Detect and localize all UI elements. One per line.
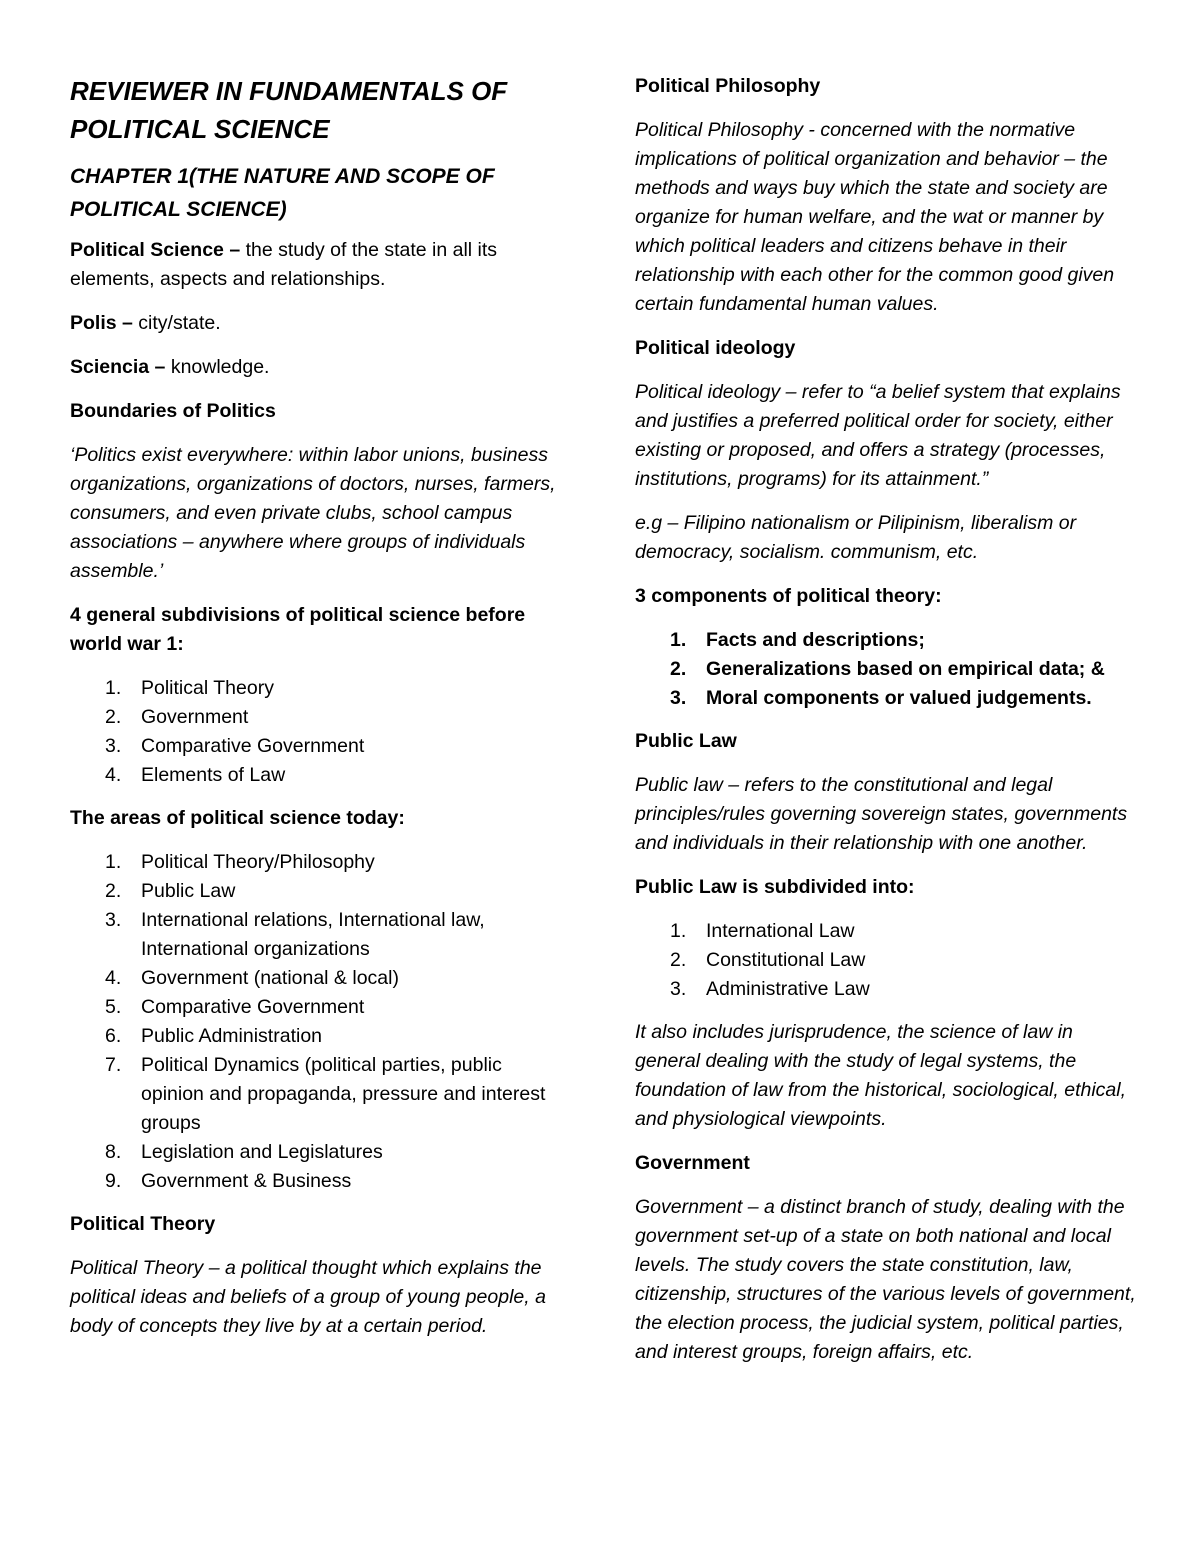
list-label: Legislation and Legislatures xyxy=(141,1141,383,1163)
list-item xyxy=(635,684,1140,713)
list-item xyxy=(70,1167,570,1196)
definition-sciencia xyxy=(70,353,570,382)
list-item xyxy=(70,1051,570,1138)
list-number: 2. xyxy=(670,949,687,971)
definition-political-science xyxy=(70,236,570,294)
list-number: 4. xyxy=(105,764,122,786)
list-item xyxy=(70,964,570,993)
list-item xyxy=(70,1022,570,1051)
list-number: 1. xyxy=(105,677,122,699)
list-number: 6. xyxy=(105,1025,122,1047)
political-ideology-example: e.g – Filipino nationalism or Pilipinism, liberalism or democracy, socialism. communism, etc. xyxy=(635,512,1077,563)
list-label: Public Administration xyxy=(141,1025,323,1047)
areas-list xyxy=(70,848,570,1196)
list-number: 3. xyxy=(105,735,122,757)
list-label: Generalizations based on empirical data; & xyxy=(706,658,1105,680)
public-law-list xyxy=(635,917,1140,1004)
political-theory-text: Political Theory – a political thought which explains the political ideas and beliefs of a group of young people, a body of concepts they live by at a certain period. xyxy=(70,1257,546,1337)
term-sciencia: Sciencia – xyxy=(70,356,166,378)
list-item xyxy=(70,906,570,964)
list-number: 1. xyxy=(670,629,687,651)
list-number: 2. xyxy=(105,880,122,902)
list-label: Government xyxy=(141,706,249,728)
list-number: 5. xyxy=(105,996,122,1018)
list-label: Elements of Law xyxy=(141,764,286,786)
document-title: REVIEWER IN FUNDAMENTALS OF POLITICAL SCIENCE xyxy=(70,76,508,144)
list-item xyxy=(70,761,570,790)
list-label: Political Theory xyxy=(141,677,274,699)
list-number: 9. xyxy=(105,1170,122,1192)
list-number: 4. xyxy=(105,967,122,989)
list-label: Constitutional Law xyxy=(706,949,866,971)
list-item xyxy=(635,626,1140,655)
public-law-text: Public law – refers to the constitutional and legal principles/rules governing sovereign states, governments and individuals in their relationship with one another. xyxy=(635,774,1128,854)
list-number: 2. xyxy=(670,658,687,680)
list-item xyxy=(635,917,1140,946)
definition-text: city/state. xyxy=(132,312,221,334)
list-number: 8. xyxy=(105,1141,122,1163)
political-ideology-text: Political ideology – refer to “a belief system that explains and justifies a preferred political order for society, either existing or proposed, and offers a strategy (processes, institutions, programs) for its attainment.” xyxy=(635,381,1121,490)
list-item xyxy=(70,1138,570,1167)
list-item xyxy=(70,732,570,761)
list-label: Comparative Government xyxy=(141,735,365,757)
boundaries-heading: Boundaries of Politics xyxy=(70,400,276,422)
list-number: 3. xyxy=(670,978,687,1000)
list-item xyxy=(70,848,570,877)
political-ideology-heading: Political ideology xyxy=(635,337,796,359)
subdivisions-list xyxy=(70,674,570,790)
subdivisions-heading: 4 general subdivisions of political science before world war 1: xyxy=(70,604,526,655)
government-text: Government – a distinct branch of study, dealing with the government set-up of a state on both national and local levels. The study covers the state constitution, law, citizenship, structures of the various levels of government, the election process, the judicial system, political parties, and interest groups, foreign affairs, etc. xyxy=(635,1196,1136,1363)
public-law-subdivided-heading: Public Law is subdivided into: xyxy=(635,876,915,898)
list-item xyxy=(635,946,1140,975)
list-item xyxy=(635,655,1140,684)
definition-text: the study of the state in all its elements, aspects and relationships. xyxy=(70,239,498,290)
list-label: International relations, International law, International organizations xyxy=(141,909,485,960)
list-label: International Law xyxy=(706,920,855,942)
list-item xyxy=(70,703,570,732)
list-label: Moral components or valued judgements. xyxy=(706,687,1092,709)
jurisprudence-text: It also includes jurisprudence, the science of law in general dealing with the study of legal systems, the foundation of law from the historical, sociological, ethical, and physiological viewpoints. xyxy=(635,1021,1127,1130)
list-label: Public Law xyxy=(141,880,236,902)
list-label: Comparative Government xyxy=(141,996,365,1018)
political-philosophy-heading: Political Philosophy xyxy=(635,75,821,97)
boundaries-text: ‘Politics exist everywhere: within labor unions, business organizations, organizations of doctors, nurses, farmers, consumers, and even private clubs, school campus associations – anywhere where groups of individuals assemble.’ xyxy=(70,444,556,582)
list-number: 1. xyxy=(105,851,122,873)
list-number: 3. xyxy=(670,687,687,709)
list-label: Facts and descriptions; xyxy=(706,629,925,651)
list-label: Administrative Law xyxy=(706,978,870,1000)
government-heading: Government xyxy=(635,1152,750,1174)
list-label: Government & Business xyxy=(141,1170,352,1192)
term-political-science: Political Science – xyxy=(70,239,241,261)
chapter-title: CHAPTER 1(THE NATURE AND SCOPE OF POLITICAL SCIENCE) xyxy=(70,165,495,221)
term-polis: Polis – xyxy=(70,312,133,334)
components-heading: 3 components of political theory: xyxy=(635,585,942,607)
list-number: 3. xyxy=(105,909,122,931)
list-label: Political Theory/Philosophy xyxy=(141,851,375,873)
list-number: 1. xyxy=(670,920,687,942)
list-number: 2. xyxy=(105,706,122,728)
definition-text: knowledge. xyxy=(165,356,270,378)
political-theory-heading: Political Theory xyxy=(70,1213,216,1235)
areas-heading: The areas of political science today: xyxy=(70,807,405,829)
list-label: Government (national & local) xyxy=(141,967,399,989)
list-item xyxy=(70,993,570,1022)
list-item xyxy=(70,877,570,906)
right-column xyxy=(635,72,1140,1382)
public-law-heading: Public Law xyxy=(635,730,737,752)
left-column xyxy=(70,72,570,1356)
components-list xyxy=(635,626,1140,713)
list-item xyxy=(635,975,1140,1004)
political-philosophy-text: Political Philosophy - concerned with the normative implications of political organization and behavior – the methods and ways buy which the state and society are organize for human welfare, and the wat or manner by which political leaders and citizens behave in their relationship with each other for the common good given certain fundamental human values. xyxy=(635,119,1115,315)
list-label: Political Dynamics (political parties, public opinion and propaganda, pressure and interest groups xyxy=(141,1054,546,1134)
list-number: 7. xyxy=(105,1054,122,1076)
list-item xyxy=(70,674,570,703)
definition-polis xyxy=(70,309,570,338)
